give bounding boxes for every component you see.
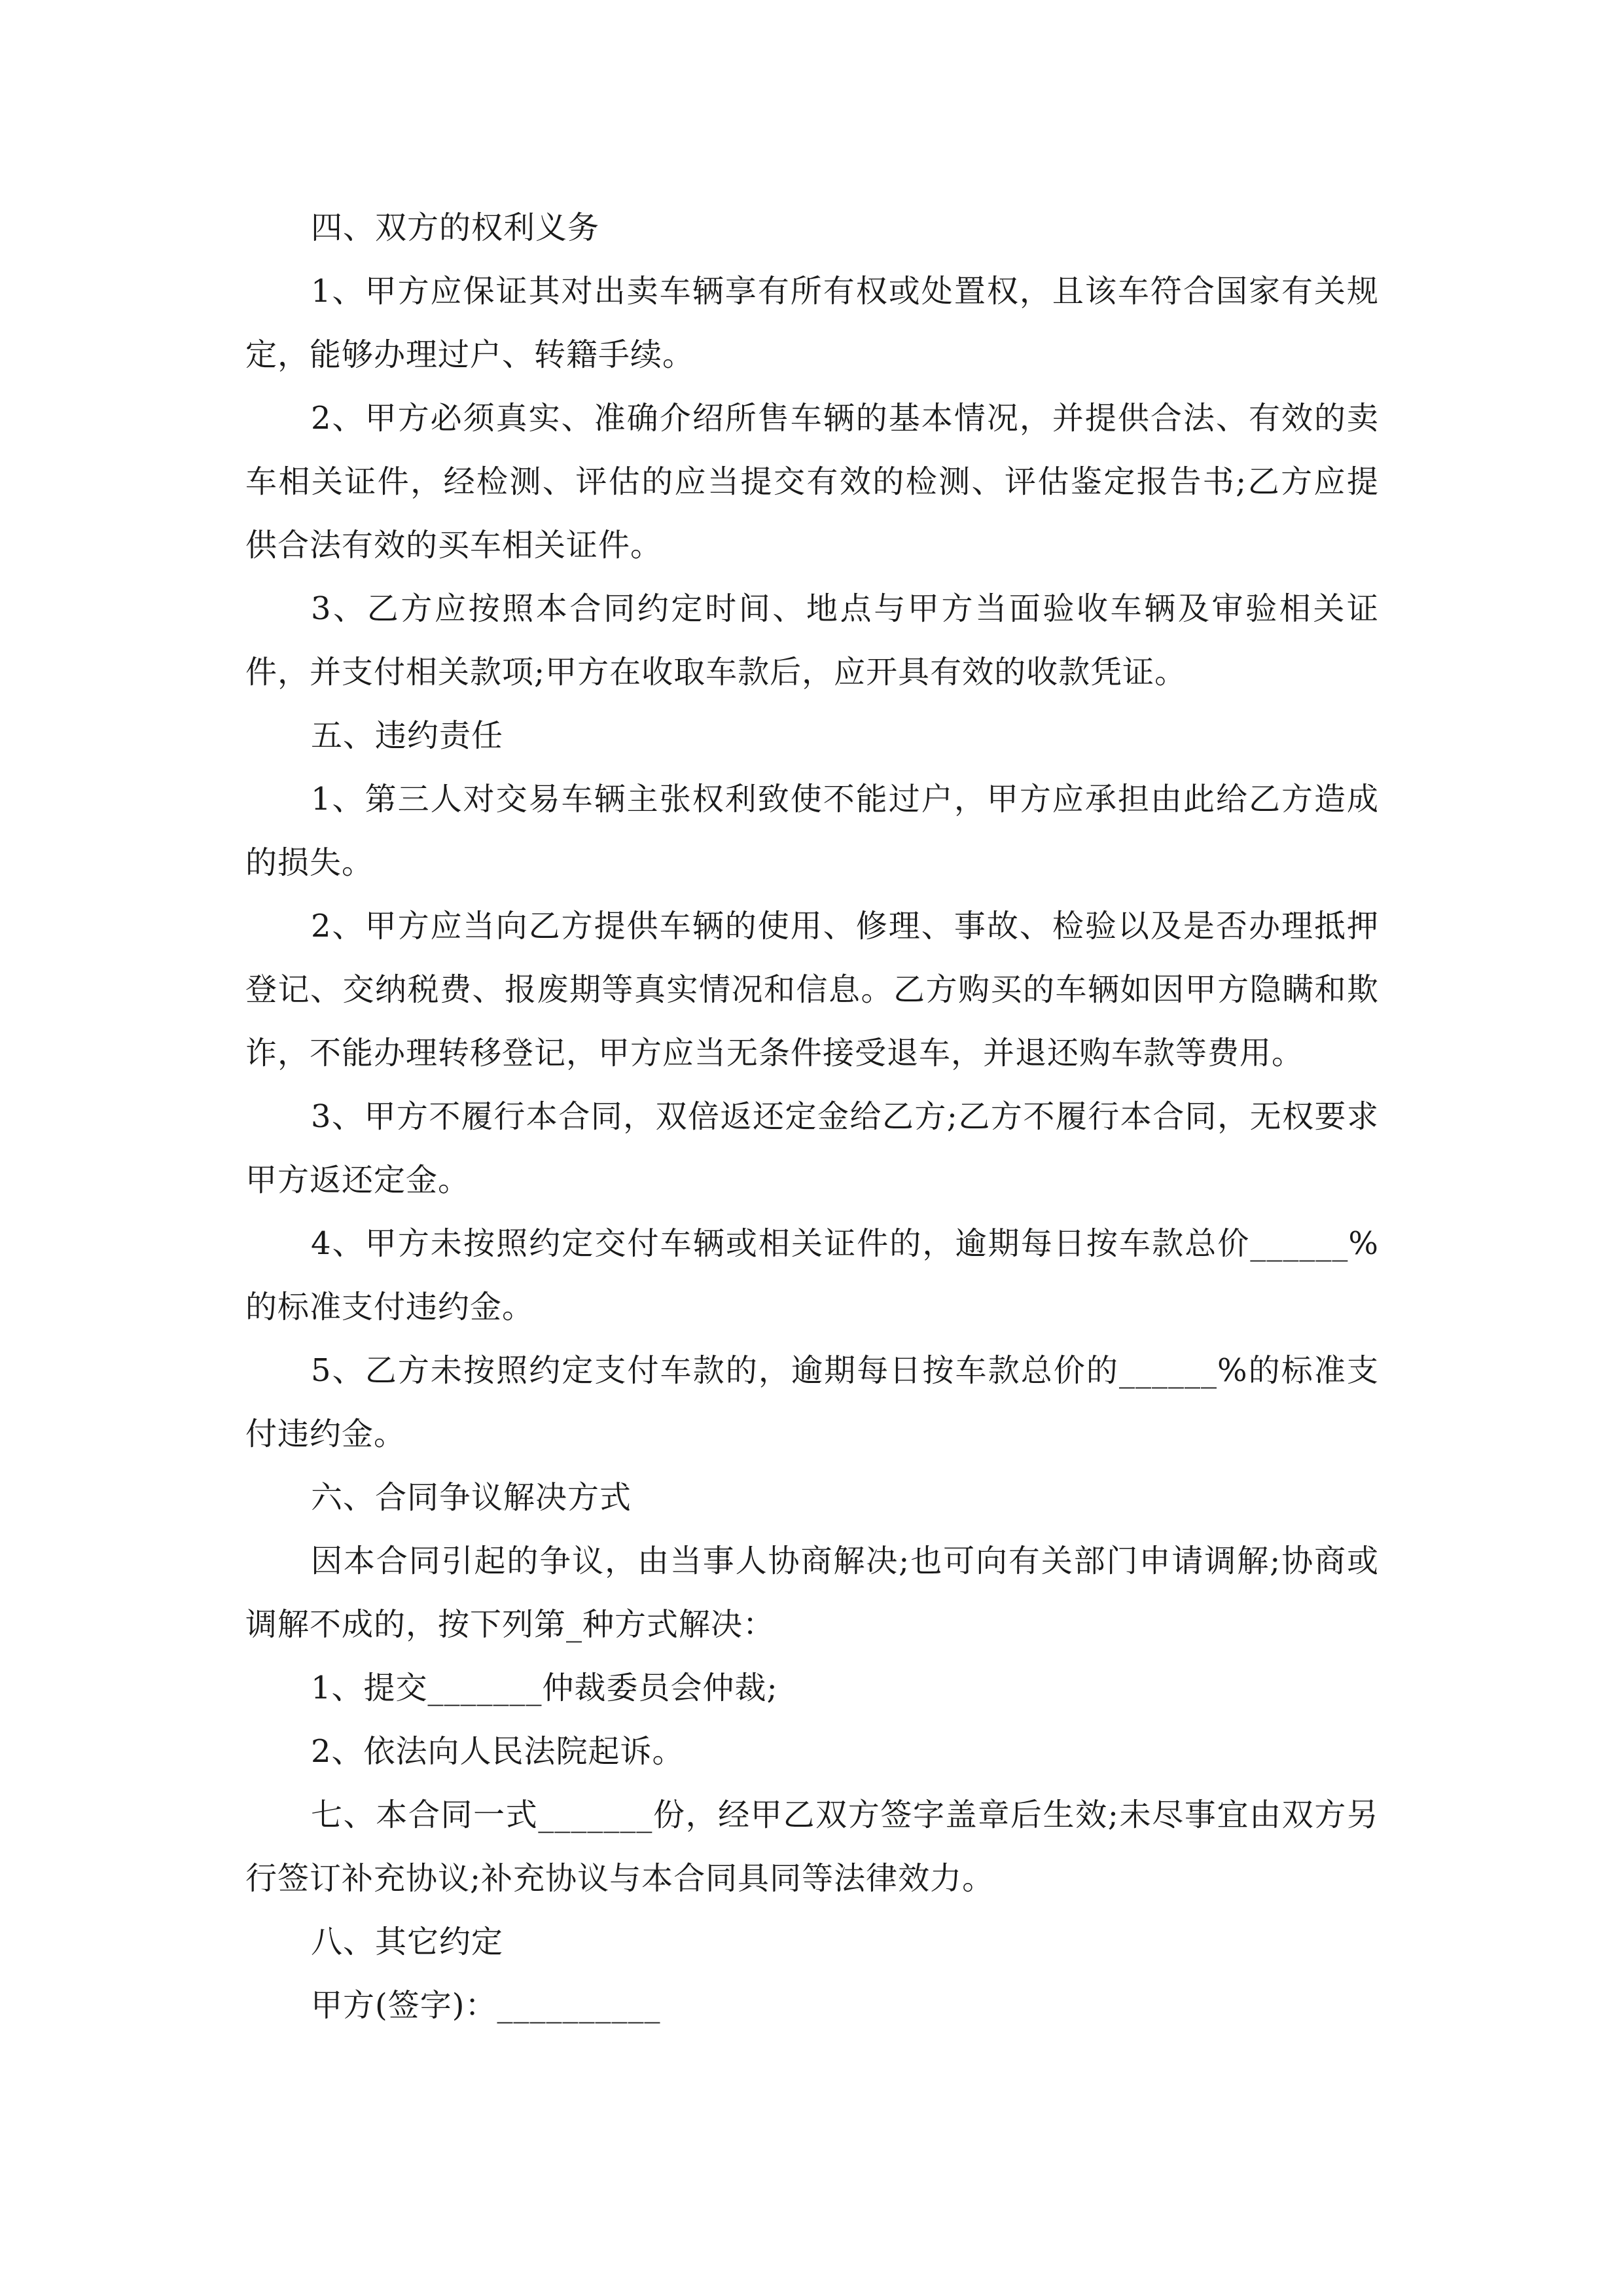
section-heading-rights-obligations: 四、双方的权利义务 <box>311 209 600 246</box>
clause-4-2: 2、甲方必须真实、准确介绍所售车辆的基本情况，并提供合法、有效的卖车相关证件，经检测、评估的应当提交有效的检测、评估鉴定报告书;乙方应提供合法有效的买车相关证件。 <box>245 400 1379 564</box>
clause-5-3: 3、甲方不履行本合同，双倍返还定金给乙方;乙方不履行本合同，无权要求甲方返还定金。 <box>245 1098 1379 1198</box>
clause-5-5: 5、乙方未按照约定支付车款的，逾期每日按车款总价的______%的标准支付违约金。 <box>245 1352 1379 1452</box>
section-heading-breach-liability: 五、违约责任 <box>311 717 504 754</box>
party-a-signature-line: 甲方(签字)：__________ <box>311 1987 661 2024</box>
dispute-resolution-text: 因本合同引起的争议，由当事人协商解决;也可向有关部门申请调解;协商或调解不成的，按下列第_种方式解决： <box>245 1543 1379 1643</box>
contract-body <box>245 196 1379 2037</box>
section-heading-dispute-resolution: 六、合同争议解决方式 <box>311 1479 632 1516</box>
clause-4-1: 1、甲方应保证其对出卖车辆享有所有权或处置权，且该车符合国家有关规定，能够办理过户、转籍手续。 <box>245 273 1379 373</box>
clause-4-3: 3、乙方应按照本合同约定时间、地点与甲方当面验收车辆及审验相关证件，并支付相关款项;甲方在收取车款后，应开具有效的收款凭证。 <box>245 590 1379 691</box>
clause-5-2: 2、甲方应当向乙方提供车辆的使用、修理、事故、检验以及是否办理抵押登记、交纳税费、报废期等真实情况和信息。乙方购买的车辆如因甲方隐瞒和欺诈，不能办理转移登记，甲方应当无条件接受退车，并退还购车款等费用。 <box>245 908 1379 1071</box>
section-seven-copies-effect: 七、本合同一式_______份，经甲乙双方签字盖章后生效;未尽事宜由双方另行签订补充协议;补充协议与本合同具同等法律效力。 <box>245 1797 1379 1897</box>
dispute-option-2: 2、依法向人民法院起诉。 <box>311 1733 685 1770</box>
clause-5-4: 4、甲方未按照约定交付车辆或相关证件的，逾期每日按车款总价______%的标准支付违约金。 <box>245 1225 1379 1325</box>
section-heading-other-terms: 八、其它约定 <box>311 1924 504 1960</box>
dispute-option-1: 1、提交_______仲裁委员会仲裁; <box>311 1670 778 1706</box>
clause-5-1: 1、第三人对交易车辆主张权利致使不能过户，甲方应承担由此给乙方造成的损失。 <box>245 781 1379 881</box>
